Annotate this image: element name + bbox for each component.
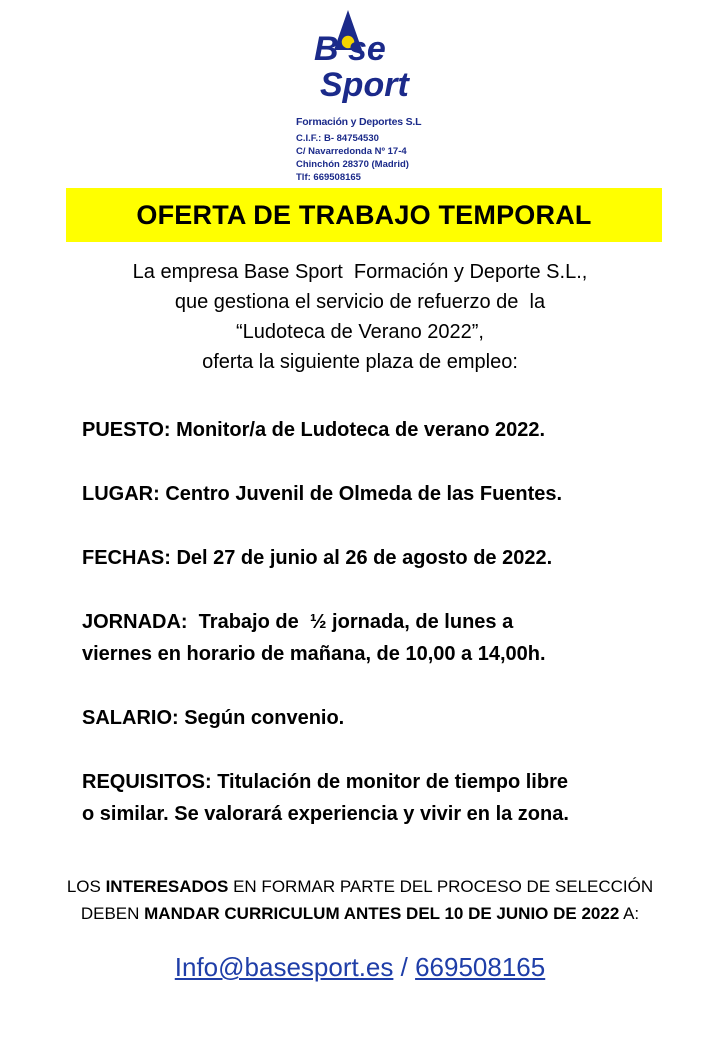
footer-text: EN FORMAR PARTE DEL PROCESO DE SELECCIÓN — [228, 877, 654, 896]
detail-salario — [82, 703, 344, 733]
detail-text: PUESTO: Monitor/a de Ludoteca de verano 2022. — [82, 419, 546, 441]
contact-separator: / — [393, 952, 416, 982]
detail-jornada-1 — [82, 607, 513, 637]
footer-bold-text: MANDAR CURRICULUM ANTES DEL 10 DE JUNIO DE 2022 — [144, 904, 620, 923]
detail-text: o similar. Se valorará experiencia y vivir en la zona. — [82, 803, 569, 825]
detail-text: LUGAR: Centro Juvenil de Olmeda de las Fuentes. — [82, 483, 563, 505]
detail-jornada-2 — [82, 639, 546, 669]
logo-address: C/ Navarredonda Nº 17-4 — [296, 146, 407, 157]
footer-bold-text: INTERESADOS — [105, 877, 229, 896]
detail-lugar — [82, 479, 562, 509]
logo-text-sport: Sport — [320, 66, 409, 104]
footer-text: LOS — [66, 877, 106, 896]
intro-line: “Ludoteca de Verano 2022”, — [236, 321, 484, 343]
intro-line: oferta la siguiente plaza de empleo: — [202, 351, 518, 373]
logo-text-base: B se — [314, 30, 386, 68]
logo-city: Chinchón 28370 (Madrid) — [296, 159, 409, 170]
footer-line-2 — [0, 900, 720, 927]
title-banner — [66, 188, 662, 242]
footer-text: A: — [619, 904, 640, 923]
detail-text: JORNADA: Trabajo de ½ jornada, de lunes a — [82, 611, 514, 633]
intro-line: que gestiona el servicio de refuerzo de la — [174, 291, 546, 313]
contact-line — [0, 952, 720, 983]
logo-company-info — [296, 132, 409, 184]
email-link[interactable]: Info@basesport.es — [174, 952, 394, 982]
detail-fechas — [82, 543, 552, 573]
logo-phone: Tlf: 669508165 — [296, 172, 361, 183]
detail-text: FECHAS: Del 27 de junio al 26 de agosto de 2022. — [82, 547, 553, 569]
phone-link[interactable]: 669508165 — [415, 952, 546, 982]
detail-puesto — [82, 415, 545, 445]
base-sport-logo-icon — [310, 8, 420, 112]
detail-text: REQUISITOS: Titulación de monitor de tiempo libre — [82, 771, 568, 793]
detail-requisitos-1 — [82, 767, 568, 797]
detail-text: SALARIO: Según convenio. — [82, 707, 345, 729]
footer-text: DEBEN — [80, 904, 145, 923]
company-logo — [296, 8, 446, 183]
detail-requisitos-2 — [82, 799, 569, 829]
page-title: OFERTA DE TRABAJO TEMPORAL — [136, 199, 592, 230]
intro-line: La empresa Base Sport Formación y Deporte S.L., — [132, 261, 588, 283]
logo-cif: C.I.F.: B- 84754530 — [296, 133, 379, 144]
intro-paragraph — [0, 257, 720, 377]
logo-company-name: Formación y Deportes S.L — [296, 116, 422, 128]
footer-line-1 — [0, 873, 720, 900]
application-instructions — [0, 873, 720, 927]
detail-text: viernes en horario de mañana, de 10,00 a 14,00h. — [82, 643, 546, 665]
